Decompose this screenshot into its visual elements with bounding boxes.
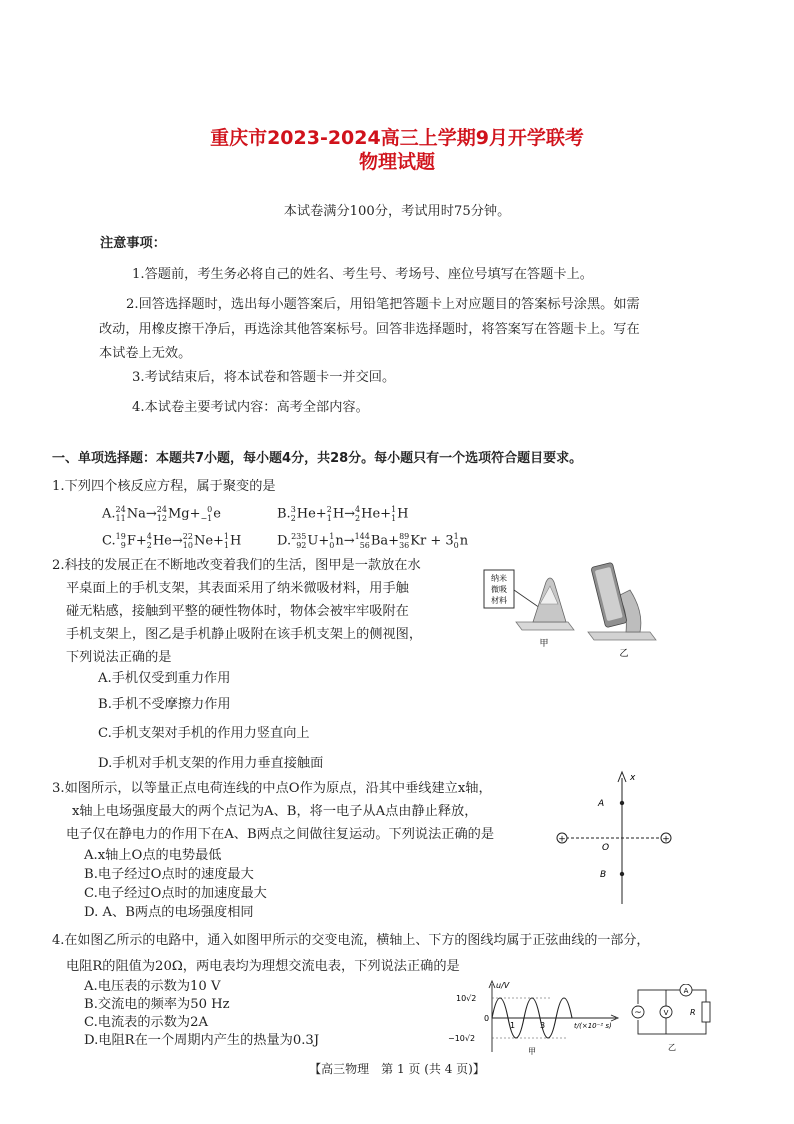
q4-option-b[interactable]: B.交流电的频率为50 Hz — [84, 997, 230, 1012]
page-footer: 【高三物理 第 1 页 (共 4 页)】 — [309, 1062, 485, 1076]
q1-option-c-label: C. — [102, 533, 116, 549]
q1-option-d[interactable]: D. 235 92 U+ 1 0 n→ 144 56 Ba+ 89 36 Kr + 3 1 0 n — [277, 532, 469, 550]
q3-x-label: x — [630, 773, 636, 783]
section1-heading: 一、单项选择题：本题共7小题，每小题4分，共28分。每小题只有一个选项符合题目要求。 — [52, 451, 583, 466]
note-item-3: 3.考试结束后，将本试卷和答题卡一并交回。 — [132, 370, 396, 385]
q3-right-charge — [661, 833, 671, 845]
q3-point-b-label: B — [600, 870, 607, 880]
q4-resistor-label: R — [690, 1008, 696, 1017]
q3-left-charge-sign: + — [558, 834, 566, 845]
q4-graph-tick-3: 3 — [540, 1021, 546, 1030]
q4-voltmeter-label: V — [663, 1009, 669, 1017]
q3-right-charge-sign: + — [662, 834, 670, 845]
q2-stand-jia — [516, 578, 574, 630]
q4-stem-line1: 4.在如图乙所示的电路中，通入如图甲所示的交变电流，横轴上、下方的图线均属于正弦曲线的一部分， — [52, 933, 650, 948]
q4-graph-jia-label: 甲 — [528, 1047, 536, 1056]
q3-point-a — [620, 801, 624, 805]
q3-option-d[interactable]: D. A、B两点的电场强度相同 — [84, 905, 254, 920]
q3-option-b[interactable]: B.电子经过O点时的速度最大 — [84, 867, 254, 882]
exam-title-line1: 重庆市2023-2024高三上学期9月开学联考 — [210, 127, 584, 149]
q3-option-c[interactable]: C.电子经过O点时的加速度最大 — [84, 886, 267, 901]
q4-option-d[interactable]: D.电阻R在一个周期内产生的热量为0.3J — [84, 1033, 320, 1048]
q3-charge-figure — [550, 768, 680, 908]
q2-stem-line2: 平桌面上的手机支架，其表面采用了纳米微吸材料，用手触 — [66, 581, 409, 596]
q4-graph-top-label: 10√2 — [456, 994, 477, 1003]
note-item-2-line3: 本试卷上无效。 — [99, 346, 192, 361]
q2-label-line1: 纳米 — [491, 574, 507, 583]
q3-point-o-label: O — [602, 843, 610, 853]
q4-circuit-yi-label: 乙 — [668, 1043, 676, 1052]
q4-graph-zero-label: 0 — [484, 1014, 490, 1023]
q1-option-a[interactable]: A. 24 11 Na→ 24 12 Mg+ 0 −1 e — [102, 505, 221, 523]
q2-stem-line4: 手机支架上，图乙是手机静止吸附在该手机支架上的侧视图， — [66, 627, 423, 642]
q1-stem: 1.下列四个核反应方程，属于聚变的是 — [52, 479, 276, 494]
q3-stem-line3: 电子仅在静电力的作用下在A、B两点之间做往复运动。下列说法正确的是 — [66, 827, 495, 842]
notes-heading: 注意事项： — [100, 236, 166, 251]
q2-option-c[interactable]: C.手机支架对手机的作用力竖直向上 — [98, 726, 310, 741]
q3-left-charge — [557, 833, 567, 845]
q2-label-line3: 材料 — [491, 596, 507, 605]
q1-option-d-label: D. — [277, 533, 292, 549]
q3-option-a[interactable]: A.x轴上O点的电势最低 — [84, 848, 222, 863]
q4-option-c[interactable]: C.电流表的示数为2A — [84, 1015, 209, 1030]
q4-stem-line2: 电阻R的阻值为20Ω，两电表均为理想交流电表，下列说法正确的是 — [66, 959, 460, 974]
q2-fig-yi-label: 乙 — [619, 649, 629, 659]
q3-stem-line1: 3.如图所示，以等量正点电荷连线的中点O作为原点，沿其中垂线建立x轴， — [52, 781, 492, 796]
q1-option-a-label: A. — [102, 506, 116, 522]
q4-resistor — [702, 1002, 710, 1022]
q1-option-c[interactable]: C. 19 9 F+ 4 2 He→ 22 10 Ne+ 1 1 H — [102, 532, 242, 550]
note-item-2-line2: 改动，用橡皮擦干净后，再选涂其他答案标号。回答非选择题时，将答案写在答题卡上。写在 — [99, 322, 640, 337]
q2-fig-jia-label: 甲 — [539, 639, 549, 649]
q2-option-d[interactable]: D.手机对手机支架的作用力垂直接触面 — [98, 756, 324, 771]
q4-voltage-graph — [448, 978, 623, 1058]
q2-phone-stand-figure — [478, 560, 668, 680]
q3-stem-line2: x轴上电场强度最大的两个点记为A、B，将一电子从A点由静止释放， — [72, 804, 478, 819]
q3-point-b — [620, 872, 624, 876]
q4-graph-bottom-label: −10√2 — [448, 1034, 476, 1043]
q4-ac-source-symbol: ~ — [634, 1008, 642, 1018]
q4-ammeter-label: A — [683, 987, 689, 995]
q4-circuit-diagram — [628, 984, 720, 1054]
q2-stem-line1: 2.科技的发展正在不断地改变着我们的生活，图甲是一款放在水 — [52, 558, 421, 573]
q2-label-line2: 微吸 — [491, 585, 507, 594]
q2-stand-yi — [588, 562, 656, 640]
note-item-1: 1.答题前，考生务必将自己的姓名、考生号、考场号、座位号填写在答题卡上。 — [132, 267, 593, 282]
note-item-2-line1: 2.回答选择题时，选出每小题答案后，用铅笔把答题卡上对应题目的答案标号涂黑。如需 — [126, 297, 640, 312]
q4-graph-y-label: u/V — [496, 981, 510, 990]
exam-title-line2: 物理试题 — [358, 151, 435, 173]
q2-stem-line3: 碰无粘感，接触到平整的硬性物体时，物体会被牢牢吸附在 — [66, 604, 409, 619]
q4-graph-tick-1: 1 — [510, 1021, 516, 1030]
q2-option-a[interactable]: A.手机仅受到重力作用 — [98, 671, 231, 686]
exam-info: 本试卷满分100分，考试用时75分钟。 — [283, 204, 511, 219]
q1-option-b[interactable]: B. 3 2 He+ 2 1 H→ 4 2 He+ 1 1 H — [277, 505, 409, 523]
q4-graph-x-label: t/(×10⁻² s) — [574, 1022, 612, 1030]
q2-option-b[interactable]: B.手机不受摩擦力作用 — [98, 697, 231, 712]
q1-option-b-label: B. — [277, 506, 291, 522]
q2-stem-line5: 下列说法正确的是 — [66, 650, 172, 665]
q3-point-a-label: A — [598, 799, 605, 809]
note-item-4: 4.本试卷主要考试内容：高考全部内容。 — [132, 400, 369, 415]
q4-option-a[interactable]: A.电压表的示数为10 V — [84, 979, 221, 994]
